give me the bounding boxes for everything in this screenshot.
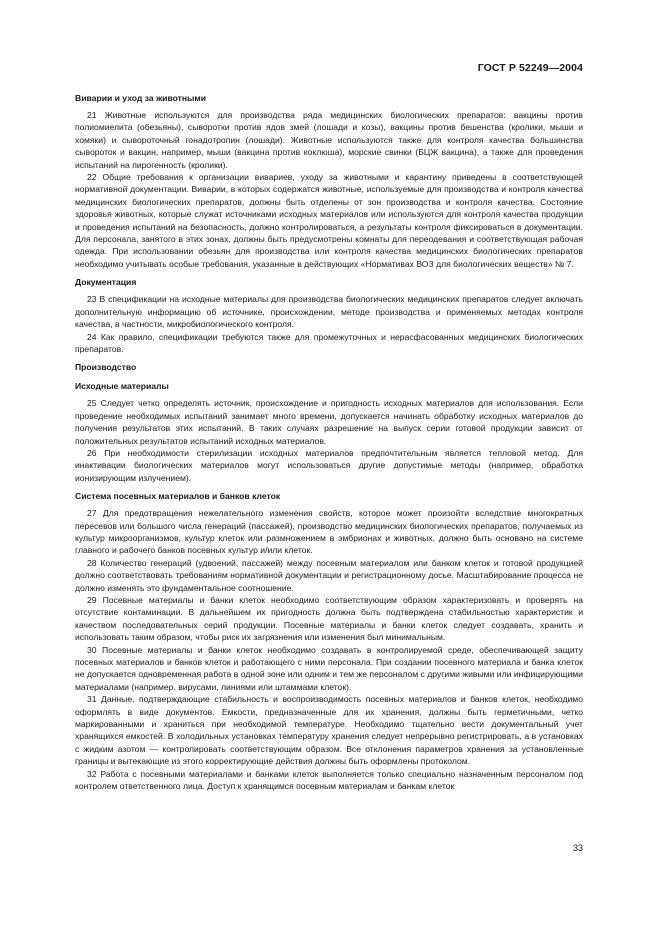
- paragraph-28: 28 Количество генераций (удвоений, пассажей) между посевным материалом или банком клеток и готовой продукцией должно соответствовать требованиям нормативной документации и регистрационному досье. Масштабирование процесса не должно изменять это фундаментальное соотношение.: [75, 557, 583, 593]
- section-heading-seed-lots-cell-banks: Система посевных материалов и банков клеток: [75, 491, 281, 502]
- section-heading-starting-materials: Исходные материалы: [75, 381, 169, 392]
- section-heading-production: Производство: [75, 362, 137, 373]
- paragraph-24: 24 Как правило, спецификации требуются также для промежуточных и нерасфасованных медицинских биологических препаратов.: [75, 331, 583, 354]
- paragraph-29: 29 Посевные материалы и банки клеток необходимо соответствующим образом характеризовать и проверять на отсутствие контаминации. В дальнейшем их пригодность должна быть подтверждена стабильностью характеристик и качеством последовательных серий продукции. Посевные материалы и банки клеток следует создавать, хранить и использовать таким образом, чтобы риск их загрязнения или изменения был минимальным.: [75, 595, 583, 643]
- paragraph-30: 30 Посевные материалы и банки клеток необходимо создавать в контролируемой среде, обеспечивающей защиту посевных материалов и банков клеток и работающего с ними персонала. При создании посевного материала и банка клеток не допускается одновременная работа в одной зоне или одним и тем же персоналом с другими живыми или инфицирующими материалами (например, вирусами, линиями или штаммами клеток).: [75, 644, 583, 692]
- document-code: ГОСТ Р 52249—2004: [477, 62, 583, 74]
- paragraph-26: 26 При необходимости стерилизации исходных материалов предпочтительным является тепловой метод. Для инактивации биологических материалов могут использоваться другие допустимые методы (например, обработка ионизирующим излучением).: [75, 447, 583, 483]
- paragraph-22: 22 Общие требования к организации вивариев, уходу за животными и карантину приведены в соответствующей нормативной документации. Виварии, в которых содержатся животные, используемые для производства и контроля качества медицинских биологических препаратов, должны быть отделены от зон производства и контроля качества. Состояние здоровья животных, которые служат источниками исходных материалов или используются для контроля качества продукции и проведения испытаний на безопасность, должно контролироваться, а результаты контроля фиксироваться в документации. Для персонала, занятого в этих зонах, должны быть предусмотрены комнаты для переодевания и соответствующая рабочая одежда. При использовании обезьян для производства или контроля качества медицинских биологических препаратов необходимо учитывать особые требования, указанные в действующих «Нормативах ВОЗ для биологических веществ» № 7.: [75, 172, 583, 269]
- section-heading-vivarium: Виварии и уход за животными: [75, 93, 207, 103]
- paragraph-27: 27 Для предотвращения нежелательного изменения свойств, которое может произойти вследствие многократных пересевов или большого числа генераций (пассажей), производство медицинских биологических препаратов, получаемых из культур микроорганизмов, культур клеток или размножением в эмбрионах и животных, должно быть основано на системе главного и рабочего банков посевных культур и/или клеток.: [75, 508, 583, 556]
- paragraph-31: 31 Данные, подтверждающие стабильность и воспроизводимость посевных материалов и банков клеток, необходимо оформлять в виде документов. Емкости, предназначенные для их хранения, должны быть герметичными, четко маркированными и храниться при необходимой температуре. Необходимо тщательно вести документальный учет хранящихся емкостей. В холодильных установках температуру хранения следует непрерывно регистрировать, а в установках с жидким азотом — контролировать соответствующим образом. Все отклонения параметров хранения за установленные границы и вытекающие из этого корректирующие действия должны быть оформлены протоколом.: [75, 694, 583, 767]
- document-body: [75, 92, 583, 793]
- paragraph-32: 32 Работа с посевными материалами и банками клеток выполняется только специально назначенным персоналом под контролем ответственного лица. Доступ к хранящимся посевным материалам и банкам клеток: [75, 768, 583, 792]
- page-number: 33: [572, 843, 583, 853]
- paragraph-25: 25 Следует четко определять источник, происхождение и пригодность исходных материалов для использования. Если проведение необходимых испытаний занимает много времени, допускается начинать обработку исходных материалов до получения результатов этих испытаний. В таких случаях разрешение на выпуск серии готовой продукции зависит от положительных результатов испытаний исходных материалов.: [75, 398, 583, 446]
- section-heading-documentation: Документация: [75, 277, 137, 288]
- paragraph-23: 23 В спецификации на исходные материалы для производства биологических медицинских препаратов следует включать дополнительную информацию об источнике, происхождении, методе производства и применяемых методах контроля качества, в частности, микробиологического контроля.: [75, 294, 583, 330]
- paragraph-21: 21 Животные используются для производства ряда медицинских биологических препаратов: вакцины против полиомиелита (обезьяны), сыворотки против ядов змей (лошади и козы), вакцины против бешенства (кролики, мыши и хомяки) и сывороточный гонадотропин (лошади). Животные используются также для контроля качества большинства сывороток и вакцин, например, мыши (вакцина против коклюша), морские свинки (БЦЖ вакцина), а также для проведения испытаний на пирогенность (кролики).: [75, 110, 583, 170]
